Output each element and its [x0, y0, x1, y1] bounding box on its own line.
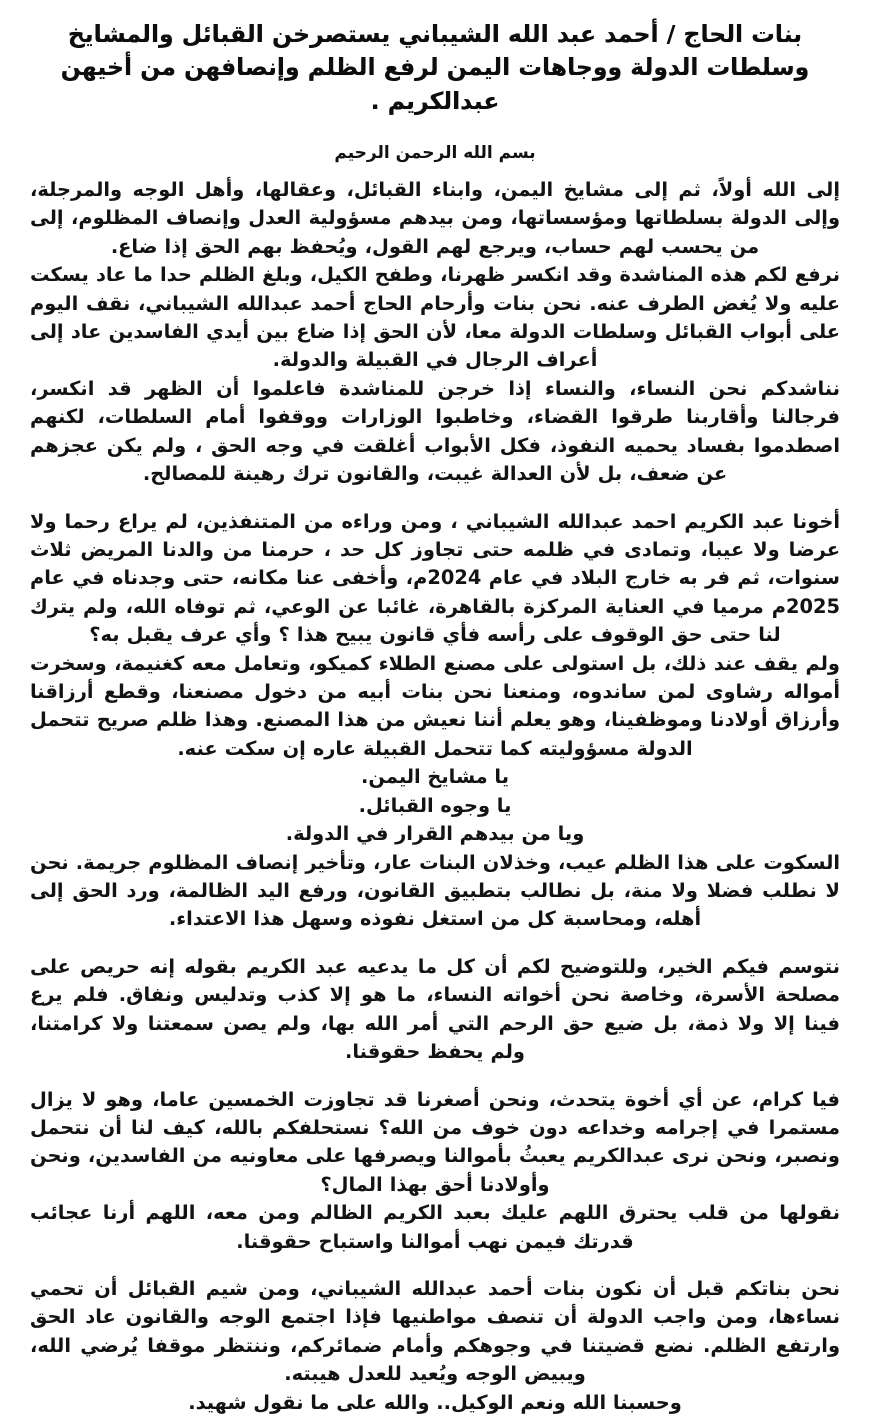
paragraph-spacer — [30, 1067, 840, 1086]
page-title: بنات الحاج / أحمد عبد الله الشيباني يستصرخن القبائل والمشايخ وسلطات الدولة ووجاهات اليمن لرفع الظلم وإنصافهن من أخيهن عبدالكريم . — [60, 20, 810, 115]
paragraph-1: إلى الله أولاً، ثم إلى مشايخ اليمن، وابناء القبائل، وعقالها، وأهل الوجه والمرجلة، وإلى الدولة بسلطاتها ومؤسساتها، ومن بيدهم مسؤولية العدل وإنصاف المظلوم، إلى من يحسب لهم حساب، ويرجع لهم القول، ويُحفظ بهم الحق إذا ضاع. — [30, 177, 840, 258]
basmala-line: بسم الله الرحمن الرحيم — [334, 143, 536, 164]
callout-line-1: يا مشايخ اليمن. — [361, 765, 509, 789]
paragraph-spacer — [30, 1256, 840, 1275]
paragraph-10: نحن بناتكم قبل أن نكون بنات أحمد عبدالله الشيباني، ومن شيم القبائل أن تحمي نساءها، ومن واجب الدولة أن تنصف مواطنيها فإذا اجتمع الوجه والقانون عاد الحق وارتفع الظلم. نضع قضيتنا في وجوهكم وأمام ضمائركم، وننتظر موقفا يُرضي الله، ويبيض الوجه ويُعيد للعدل هيبته. — [30, 1277, 840, 1386]
paragraph-2: نرفع لكم هذه المناشدة وقد انكسر ظهرنا، وطفح الكيل، وبلغ الظلم حدا ما عاد يسكت عليه ولا يُغض الطرف عنه. نحن بنات وأرحام الحاج أحمد عبدالله الشيباني، نقف اليوم على أبواب القبائل وسلطات الدولة معا، لأن الحق إذا ضاع بين أيدي الفاسدين عاد إلى أعراف الرجال في القبيلة والدولة. — [30, 263, 840, 372]
paragraph-4: أخونا عبد الكريم احمد عبدالله الشيباني ، ومن وراءه من المتنفذين، لم يراع رحما ولا عرضا ولا عيبا، وتمادى في ظلمه حتى تجاوز كل حد ، حرمنا من والدنا المريض ثلاث سنوات، ثم فر به خارج البلاد في عام 2024م، وأخفى عنا مكانه، حتى وجدناه في عام 2025م مرميا في العناية المركزة بالقاهرة، غائبا عن الوعي، ثم توفاه الله، ولم يترك لنا حتى حق الوقوف على رأسه فأي قانون يبيح هذا ؟ وأي عرف يقبل به؟ — [30, 509, 840, 647]
paragraph-spacer — [30, 489, 840, 508]
closing-line: وحسبنا الله ونعم الوكيل.. والله على ما نقول شهيد. — [188, 1390, 682, 1414]
paragraph-6: السكوت على هذا الظلم عيب، وخذلان البنات عار، وتأخير إنصاف المظلوم جريمة. نحن لا نطلب فضلا ولا منة، بل نطالب بتطبيق القانون، ورفع اليد الظالمة، ورد الحق إلى أهله، ومحاسبة كل من استغل نفوذه وسهل هذا الاعتداء. — [30, 850, 840, 931]
paragraph-spacer — [30, 934, 840, 953]
paragraph-5: ولم يقف عند ذلك، بل استولى على مصنع الطلاء كميكو، وتعامل معه كغنيمة، وسخرت أمواله رشاوى لمن ساندوه، ومنعنا نحن بنات أبيه من دخول مصنعنا، وقطع أرزاقنا وأرزاق أولادنا وموظفينا، وهو يعلم أننا نعيش من هذا المصنع. وهذا ظلم صريح تتحمل الدولة مسؤوليته كما تتحمل القبيلة عاره إن سكت عنه. — [30, 651, 840, 760]
document-body — [30, 176, 840, 1417]
paragraph-3: نناشدكم نحن النساء، والنساء إذا خرجن للمناشدة فاعلموا أن الظهر قد انكسر، فرجالنا وأقاربنا طرقوا القضاء، وخاطبوا الوزارات ووقفوا أمام السلطات، لكنهم اصطدموا بفساد يحميه النفوذ، فكل الأبواب أغلقت في وجه الحق ، ولم يكن عجزهم عن ضعف، بل لأن العدالة غيبت، والقانون ترك رهينة للمصالح. — [30, 376, 840, 486]
callout-line-2: يا وجوه القبائل. — [358, 793, 512, 817]
callout-line-3: ويا من بيدهم القرار في الدولة. — [285, 822, 585, 846]
paragraph-8: فيا كرام، عن أي أخوة يتحدث، ونحن أصغرنا قد تجاوزت الخمسين عاما، وهو لا يزال مستمرا في إجرامه وخداعه دون خوف من الله؟ نستحلفكم بالله، كيف لنا أن نتحمل ونصبر، ونحن نرى عبدالكريم يعبثُ بأموالنا ويصرفها على معاونيه من الفاسدين، ونحن وأولادنا أحق بهذا المال؟ — [30, 1087, 840, 1196]
paragraph-9: نقولها من قلب يحترق اللهم عليك بعبد الكريم الظالم ومن معه، اللهم أرنا عجائب قدرتك فيمن نهب أموالنا واستباح حقوقنا. — [30, 1201, 840, 1253]
paragraph-7: نتوسم فيكم الخير، وللتوضيح لكم أن كل ما يدعيه عبد الكريم بقوله إنه حريص على مصلحة الأسرة، وخاصة نحن أخواته النساء، ما هو إلا كذب وتدليس ونفاق. فلم يرع فينا إلا ولا ذمة، بل ضيع حق الرحم التي أمر الله بها، ولم يصن سمعتنا ولا كرامتنا، ولم يحفظ حقوقنا. — [30, 954, 840, 1064]
